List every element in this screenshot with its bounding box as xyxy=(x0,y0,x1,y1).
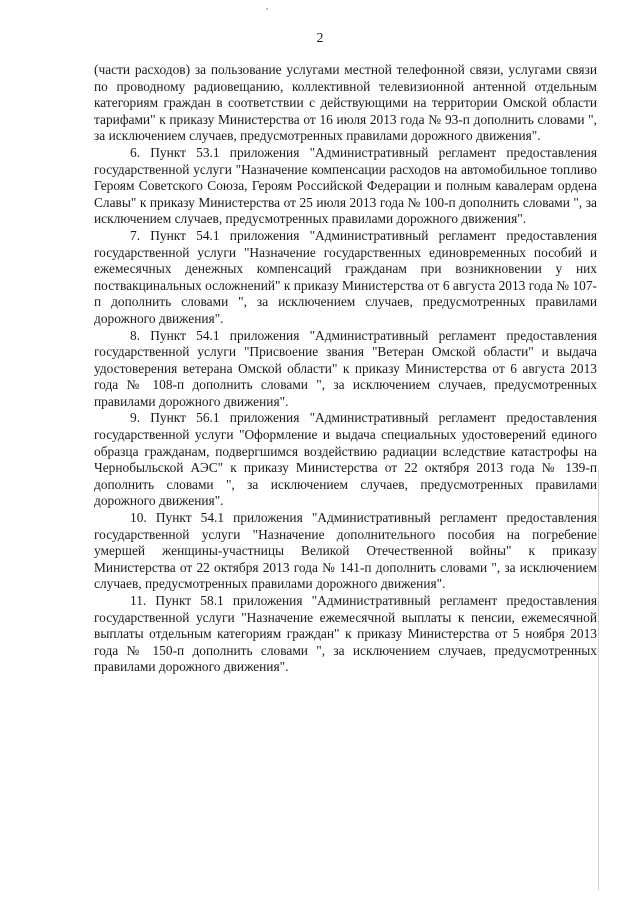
paragraph-item-7: 7. Пункт 54.1 приложения "Административный регламент предоставления государственной услуги "Назначение государственных единовременных пособий и ежемесячных денежных компенсаций гражданам при возникновении у них поствакцинальных осложнений" к приказу Министерства от 6 августа 2013 года № 107-п дополнить словами ", за исключением случаев, предусмотренных правилами дорожного движения". xyxy=(94,227,597,326)
scan-artifact-dot xyxy=(266,8,268,10)
document-body xyxy=(94,62,597,676)
paragraph-item-9: 9. Пункт 56.1 приложения "Административный регламент предоставления государственной услуги "Оформление и выдача специальных удостоверений единого образца гражданам, подвергшимся воздействию радиации вследствие катастрофы на Чернобыльской АЭС" к приказу Министерства от 22 октября 2013 года № 139-п дополнить словами ", за исключением случаев, предусмотренных правилами дорожного движения". xyxy=(94,410,597,509)
page-number: 2 xyxy=(316,31,324,46)
paragraph-continuation: (части расходов) за пользование услугами местной телефонной связи, услугами связи по проводному радиовещанию, коллективной телевизионной антенной отдельным категориям граждан в соответствии с действующими на территории Омской области тарифами" к приказу Министерства от 16 июля 2013 года № 93-п дополнить словами ", за исключением случаев, предусмотренных правилами дорожного движения". xyxy=(94,62,597,144)
paragraph-item-10: 10. Пункт 54.1 приложения "Административный регламент предоставления государственной услуги "Назначение дополнительного пособия на погребение умершей женщины-участницы Великой Отечественной войны" к приказу Министерства от 22 октября 2013 года № 141-п дополнить словами ", за исключением случаев, предусмотренных правилами дорожного движения". xyxy=(94,510,597,592)
scan-edge-line xyxy=(598,470,599,890)
paragraph-item-11: 11. Пункт 58.1 приложения "Административный регламент предоставления государственной услуги "Назначение ежемесячной выплаты к пенсии, ежемесячной выплаты отдельным категориям граждан" к приказу Министерства от 5 ноября 2013 года № 150-п дополнить словами ", за исключением случаев, предусмотренных правилами дорожного движения". xyxy=(94,593,597,675)
paragraph-item-6: 6. Пункт 53.1 приложения "Административный регламент предоставления государственной услуги "Назначение компенсации расходов на автомобильное топливо Героям Советского Союза, Героям Российской Федерации и полным кавалерам ордена Славы" к приказу Министерства от 25 июля 2013 года № 100-п дополнить словами ", за исключением случаев, предусмотренных правилами дорожного движения". xyxy=(94,144,597,227)
paragraph-item-8: 8. Пункт 54.1 приложения "Административный регламент предоставления государственной услуги "Присвоение звания "Ветеран Омской области" и выдача удостоверения ветерана Омской области" к приказу Министерства от 6 августа 2013 года № 108-п дополнить словами ", за исключением случаев, предусмотренных правилами дорожного движения". xyxy=(94,327,597,409)
